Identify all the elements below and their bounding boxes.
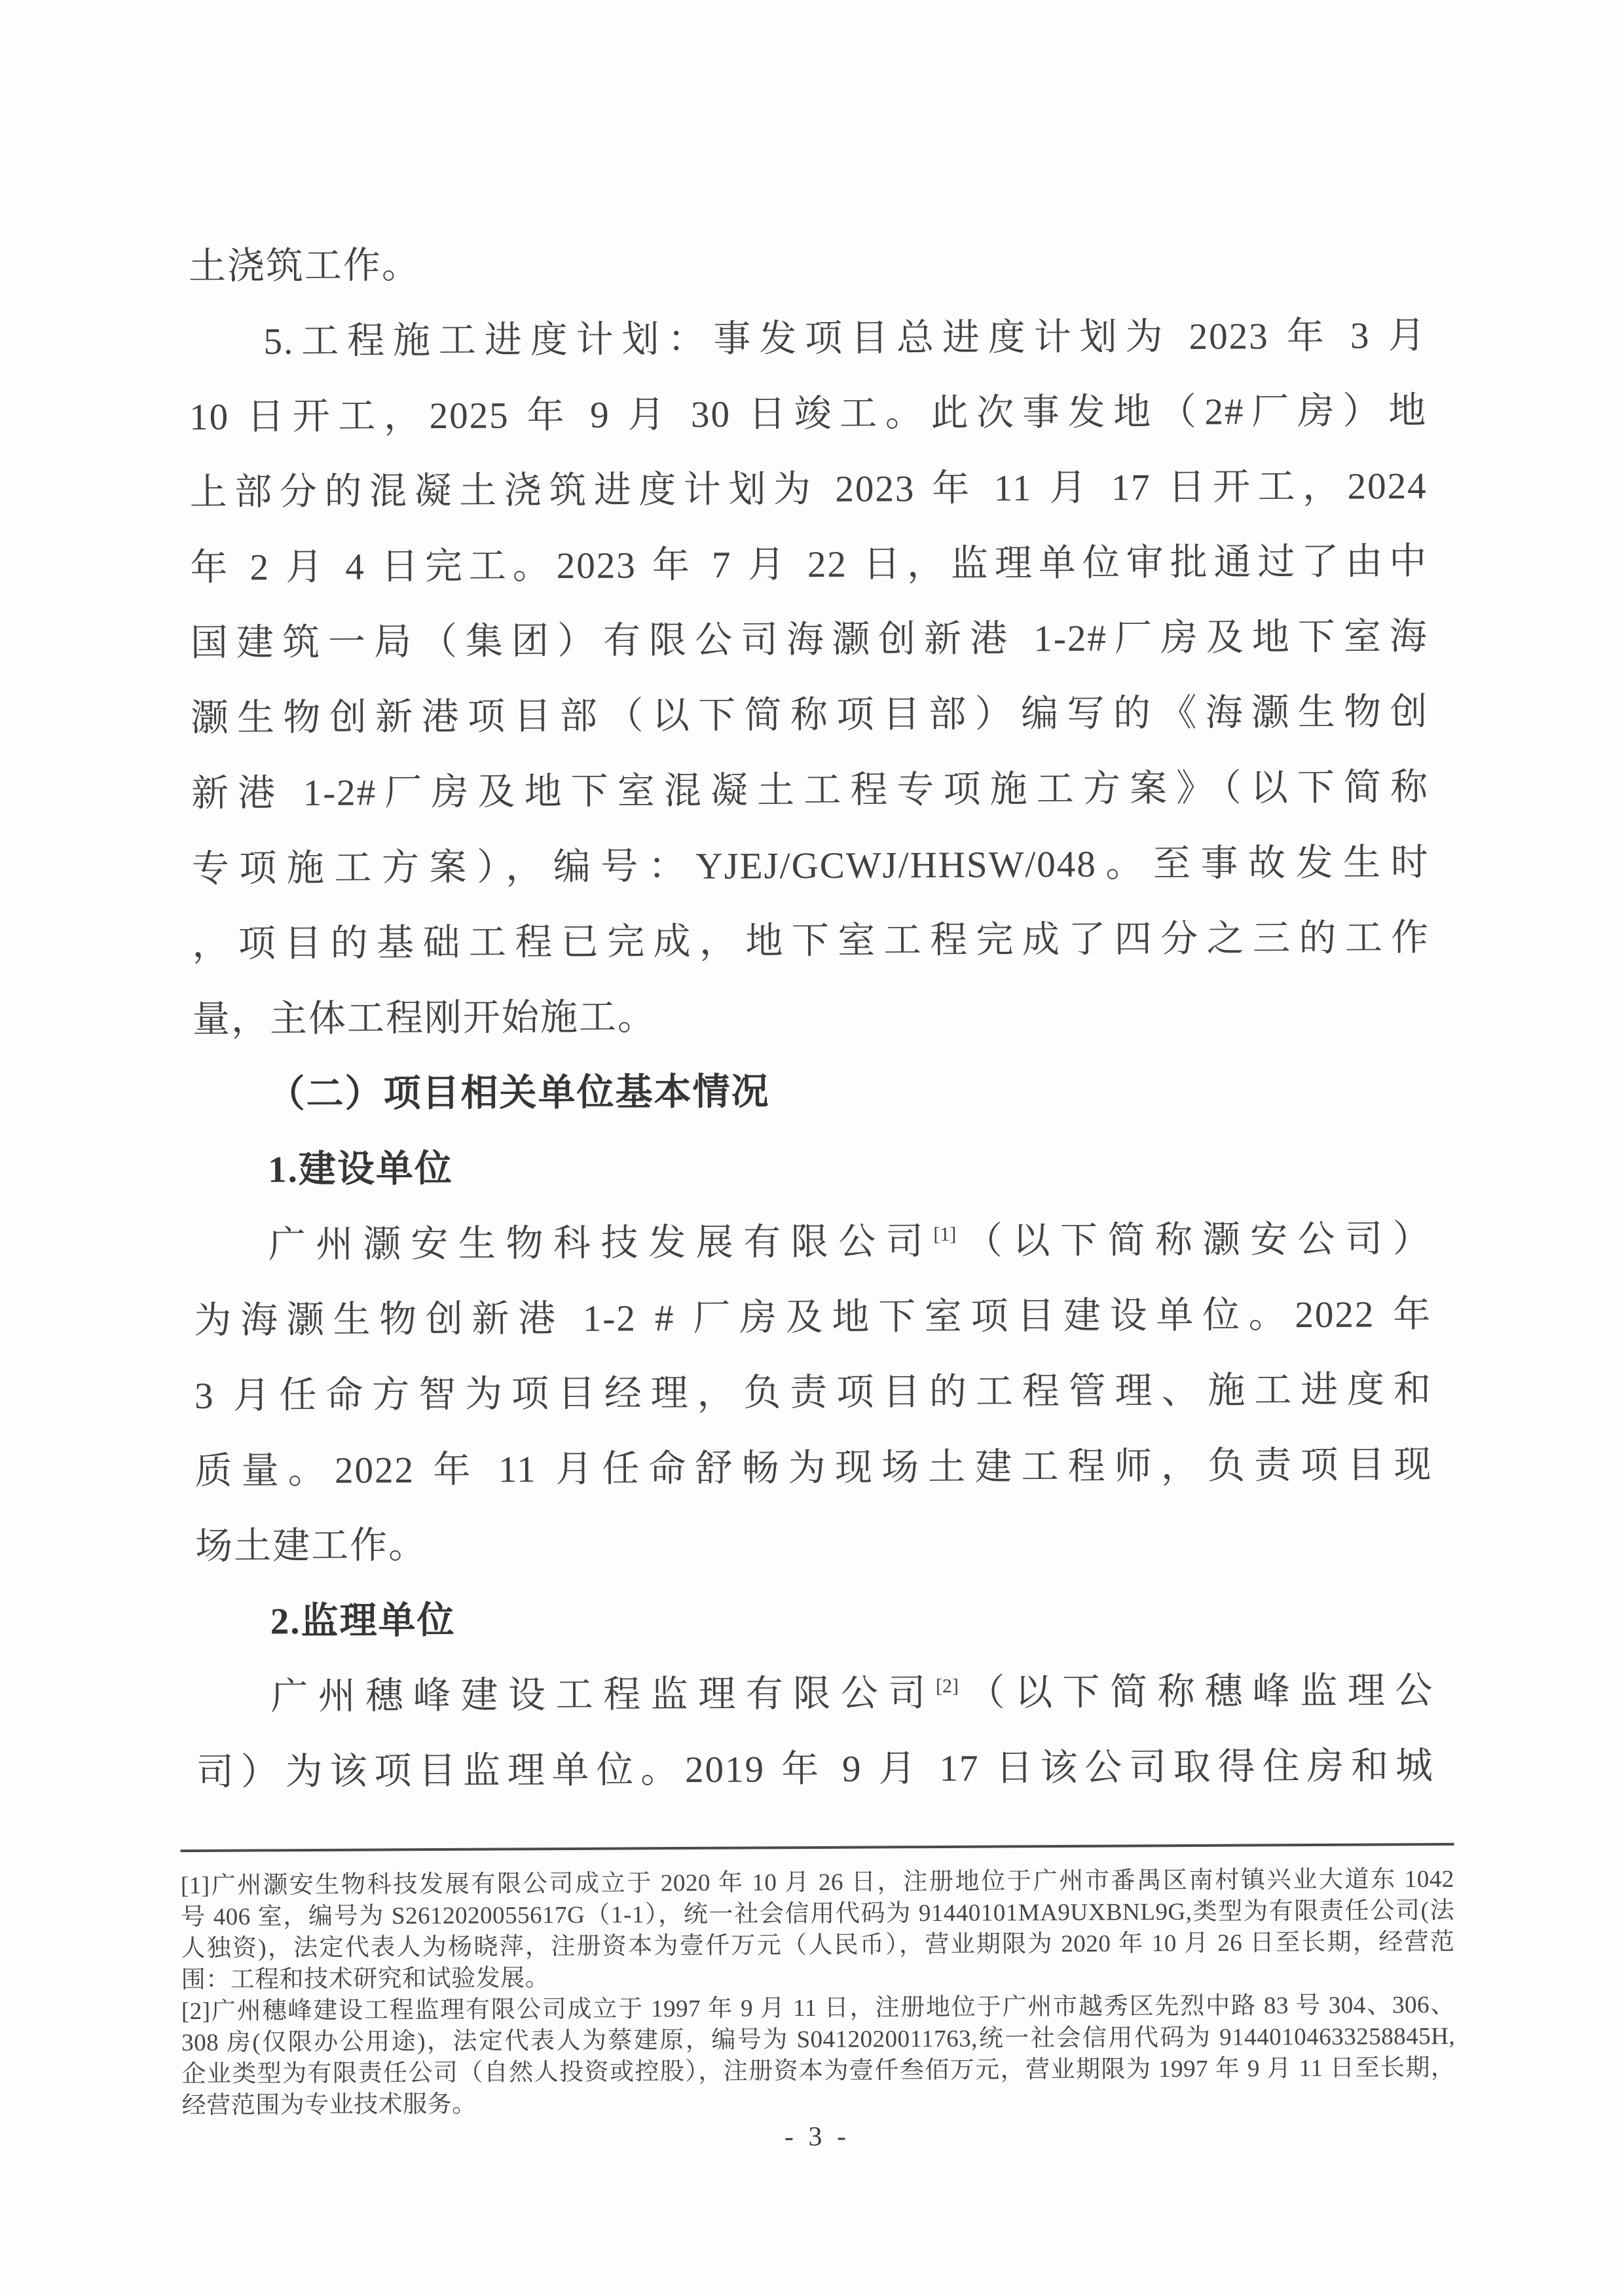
body-line: 5.工程施工进度计划：事发项目总进度计划为 2023 年 3 月 bbox=[263, 315, 1427, 363]
footnote-line: 308 房(仅限办公用途)，法定代表人为蔡建原，编号为 S0412020011763,统一社会信用代码为 91440104633258845H, bbox=[181, 2022, 1456, 2057]
footnote-line: 人独资)，法定代表人为杨晓萍，注册资本为壹仟万元（人民币），营业期限为 2020 年 10 月 26 日至长期，经营范 bbox=[181, 1928, 1455, 1963]
body-line: 国建筑一局（集团）有限公司海灏创新港 1-2#厂房及地下室海 bbox=[190, 616, 1429, 664]
body-line-segment: 广州穗峰建设工程监理有限公司 bbox=[270, 1673, 936, 1718]
body-line: 土浇筑工作。 bbox=[188, 245, 421, 287]
footnote-line: [2]广州穗峰建设工程监理有限公司成立于 1997 年 9 月 11 日，注册地位于广州市越秀区先烈中路 83 号 304、306、 bbox=[181, 1991, 1455, 2026]
body-line-segment: 广州灏安生物科技发展有限公司 bbox=[268, 1221, 934, 1266]
body-text-block bbox=[189, 223, 1435, 1810]
subsection-heading: 2.监理单位 bbox=[270, 1599, 456, 1643]
page-number: - 3 - bbox=[784, 2121, 851, 2153]
section-heading: （二）项目相关单位基本情况 bbox=[267, 1071, 770, 1116]
body-line: 10 日开工，2025 年 9 月 30 日竣工。此次事发地（2#厂房）地 bbox=[189, 390, 1428, 438]
footnote-line: 企业类型为有限责任公司（自然人投资或控股），注册资本为壹仟叁佰万元，营业期限为 1997 年 9 月 11 日至长期， bbox=[181, 2054, 1456, 2088]
body-line: 3 月任命方智为项目经理，负责项目的工程管理、施工进度和 bbox=[194, 1369, 1433, 1417]
footnote-line: [1]广州灏安生物科技发展有限公司成立于 2020 年 10 月 26 日，注册地位于广州市番禺区南村镇兴业大道东 1042 bbox=[180, 1865, 1454, 1900]
body-line: 灏生物创新港项目部（以下简称项目部）编写的《海灏生物创 bbox=[191, 691, 1429, 739]
body-line bbox=[193, 1201, 1431, 1283]
footnote-ref-1: [1] bbox=[933, 1223, 957, 1246]
footnote-ref-2: [2] bbox=[935, 1675, 959, 1698]
footnote-line: 号 406 室，编号为 S2612020055617G（1-1），统一社会信用代码为 91440101MA9UXBNL9G,类型为有限责任公司(法 bbox=[181, 1897, 1455, 1931]
subsection-heading: 1.建设单位 bbox=[267, 1148, 454, 1191]
body-line: 年 2 月 4 日完工。2023 年 7 月 22 日，监理单位审批通过了由中 bbox=[190, 541, 1428, 589]
body-line: 质量。2022 年 11 月任命舒畅为现场土建工程师，负责项目现 bbox=[194, 1444, 1433, 1492]
body-line: 上部分的混凝土浇筑进度计划为 2023 年 11 月 17 日开工，2024 bbox=[189, 465, 1428, 513]
body-line-segment: （以下简称穗峰监理公 bbox=[958, 1670, 1434, 1714]
footnote-line: 经营范围为专业技术服务。 bbox=[181, 2090, 477, 2120]
body-line-segment: （以下简称灏安公司） bbox=[956, 1218, 1431, 1262]
body-line: 场土建工作。 bbox=[195, 1525, 428, 1567]
body-line: 量，主体工程刚开始施工。 bbox=[192, 996, 657, 1040]
body-line: 司）为该项目监理单位。2019 年 9 月 17 日该公司取得住房和城 bbox=[196, 1745, 1435, 1793]
body-line: ，项目的基础工程已完成，地下室工程完成了四分之三的工作 bbox=[192, 917, 1430, 965]
footnotes-block bbox=[181, 1864, 1456, 2122]
body-line: 为海灏生物创新港 1-2 # 厂房及地下室项目建设单位。2022 年 bbox=[194, 1294, 1432, 1341]
footnote-separator bbox=[181, 1843, 1454, 1852]
body-line bbox=[196, 1653, 1434, 1735]
body-line: 新港 1-2#厂房及地下室混凝土工程专项施工方案》（以下简称 bbox=[191, 767, 1430, 814]
footnote-line: 围：工程和技术研究和试验发展。 bbox=[181, 1965, 550, 1994]
body-line: 专项施工方案），编号：YJEJ/GCWJ/HHSW/048。至事故发生时 bbox=[191, 842, 1430, 890]
